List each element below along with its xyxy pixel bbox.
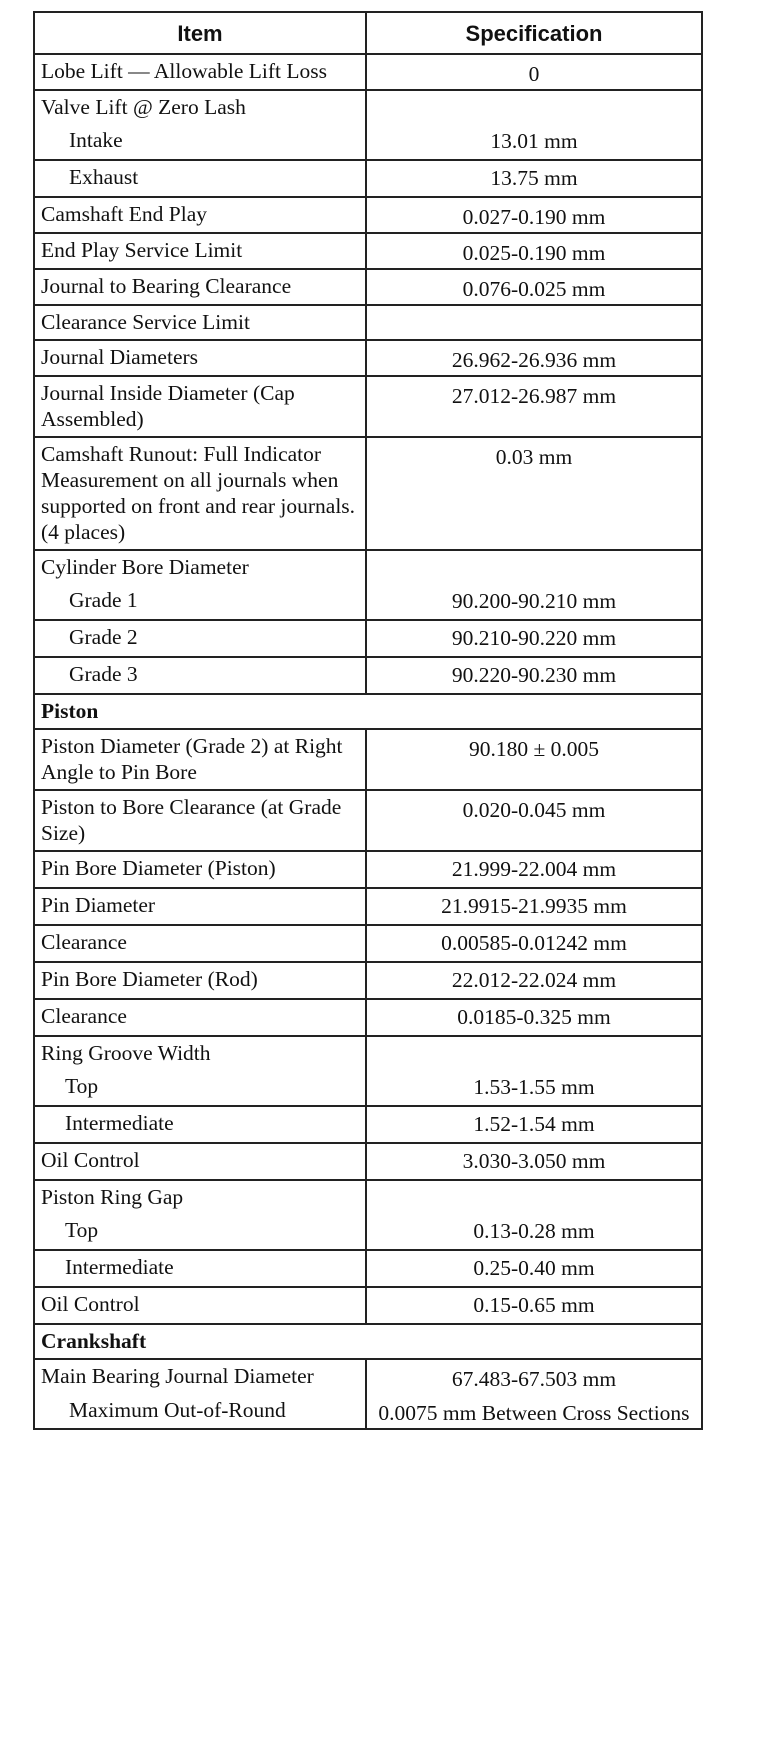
row-item: Lobe Lift — Allowable Lift Loss xyxy=(34,54,366,90)
table-row xyxy=(34,1287,702,1324)
row-item: Pin Diameter xyxy=(34,888,366,925)
table-row xyxy=(34,550,702,584)
row-item: Pin Bore Diameter (Piston) xyxy=(34,851,366,888)
row-spec: 0.0075 mm Between Cross Sections xyxy=(366,1394,702,1429)
table-row xyxy=(34,657,702,694)
row-spec: 0.076-0.025 mm xyxy=(366,269,702,305)
row-spec xyxy=(366,305,702,340)
specification-table xyxy=(33,11,703,1430)
row-spec: 0.027-0.190 mm xyxy=(366,197,702,233)
row-item: Journal Inside Diameter (Cap Assembled) xyxy=(34,376,366,437)
table-row xyxy=(34,729,702,790)
row-spec: 27.012-26.987 mm xyxy=(366,376,702,437)
row-spec: 0.020-0.045 mm xyxy=(366,790,702,851)
table-row xyxy=(34,999,702,1036)
row-spec: 13.01 mm xyxy=(366,124,702,160)
row-item: Top xyxy=(34,1070,366,1106)
row-item: Piston to Bore Clearance (at Grade Size) xyxy=(34,790,366,851)
section-row-piston xyxy=(34,694,702,729)
row-item: Intermediate xyxy=(34,1106,366,1143)
table-row xyxy=(34,1143,702,1180)
section-row-crankshaft xyxy=(34,1324,702,1359)
row-item: Cylinder Bore Diameter xyxy=(34,550,366,584)
table-row xyxy=(34,90,702,124)
row-item: Valve Lift @ Zero Lash xyxy=(34,90,366,124)
row-item: Main Bearing Journal Diameter xyxy=(34,1359,366,1394)
row-item: Clearance xyxy=(34,925,366,962)
row-item: Clearance Service Limit xyxy=(34,305,366,340)
section-heading: Piston xyxy=(34,694,702,729)
table-header-row xyxy=(34,12,702,54)
row-spec xyxy=(366,90,702,124)
row-item: Maximum Out-of-Round xyxy=(34,1394,366,1429)
row-spec: 0.0185-0.325 mm xyxy=(366,999,702,1036)
row-item: Camshaft End Play xyxy=(34,197,366,233)
table-row xyxy=(34,925,702,962)
table-row xyxy=(34,1214,702,1250)
table-row xyxy=(34,233,702,269)
row-item: Clearance xyxy=(34,999,366,1036)
row-spec: 90.220-90.230 mm xyxy=(366,657,702,694)
item-column-header: Item xyxy=(34,12,366,54)
table-row xyxy=(34,851,702,888)
row-item: Piston Diameter (Grade 2) at Right Angle to Pin Bore xyxy=(34,729,366,790)
table-row xyxy=(34,437,702,550)
row-spec: 1.52-1.54 mm xyxy=(366,1106,702,1143)
row-spec: 1.53-1.55 mm xyxy=(366,1070,702,1106)
section-heading: Crankshaft xyxy=(34,1324,702,1359)
row-spec: 3.030-3.050 mm xyxy=(366,1143,702,1180)
table-row xyxy=(34,1250,702,1287)
table-row xyxy=(34,160,702,197)
row-item: Grade 2 xyxy=(34,620,366,657)
row-item: Journal to Bearing Clearance xyxy=(34,269,366,305)
specification-column-header: Specification xyxy=(366,12,702,54)
row-spec xyxy=(366,1180,702,1214)
row-spec: 0.15-0.65 mm xyxy=(366,1287,702,1324)
table-row xyxy=(34,620,702,657)
row-item: Ring Groove Width xyxy=(34,1036,366,1070)
row-item: Oil Control xyxy=(34,1143,366,1180)
table-row xyxy=(34,54,702,90)
row-spec: 90.200-90.210 mm xyxy=(366,584,702,620)
table-row xyxy=(34,197,702,233)
table-row xyxy=(34,340,702,376)
row-spec: 22.012-22.024 mm xyxy=(366,962,702,999)
row-item: End Play Service Limit xyxy=(34,233,366,269)
row-item: Grade 1 xyxy=(34,584,366,620)
row-spec: 67.483-67.503 mm xyxy=(366,1359,702,1394)
table-row xyxy=(34,1394,702,1429)
row-spec: 0.025-0.190 mm xyxy=(366,233,702,269)
row-spec: 0 xyxy=(366,54,702,90)
row-item: Grade 3 xyxy=(34,657,366,694)
row-spec: 13.75 mm xyxy=(366,160,702,197)
row-spec: 0.13-0.28 mm xyxy=(366,1214,702,1250)
row-spec xyxy=(366,1036,702,1070)
row-spec: 21.999-22.004 mm xyxy=(366,851,702,888)
table-row xyxy=(34,269,702,305)
table-row xyxy=(34,584,702,620)
table-row xyxy=(34,790,702,851)
table-row xyxy=(34,376,702,437)
row-item: Exhaust xyxy=(34,160,366,197)
table-row xyxy=(34,124,702,160)
table-row xyxy=(34,1106,702,1143)
row-item: Intake xyxy=(34,124,366,160)
table-row xyxy=(34,888,702,925)
table-row xyxy=(34,1180,702,1214)
table-row xyxy=(34,1036,702,1070)
row-spec: 90.210-90.220 mm xyxy=(366,620,702,657)
table-row xyxy=(34,1070,702,1106)
row-spec: 0.03 mm xyxy=(366,437,702,550)
row-item: Intermediate xyxy=(34,1250,366,1287)
row-spec: 21.9915-21.9935 mm xyxy=(366,888,702,925)
table-row xyxy=(34,1359,702,1394)
row-item: Piston Ring Gap xyxy=(34,1180,366,1214)
row-item: Camshaft Runout: Full Indicator Measurement on all journals when supported on front and rear journals. (4 places) xyxy=(34,437,366,550)
row-item: Oil Control xyxy=(34,1287,366,1324)
row-spec: 90.180 ± 0.005 xyxy=(366,729,702,790)
table-row xyxy=(34,305,702,340)
row-item: Journal Diameters xyxy=(34,340,366,376)
row-spec: 0.00585-0.01242 mm xyxy=(366,925,702,962)
row-spec: 26.962-26.936 mm xyxy=(366,340,702,376)
row-item: Pin Bore Diameter (Rod) xyxy=(34,962,366,999)
row-spec xyxy=(366,550,702,584)
table-row xyxy=(34,962,702,999)
row-item: Top xyxy=(34,1214,366,1250)
row-spec: 0.25-0.40 mm xyxy=(366,1250,702,1287)
